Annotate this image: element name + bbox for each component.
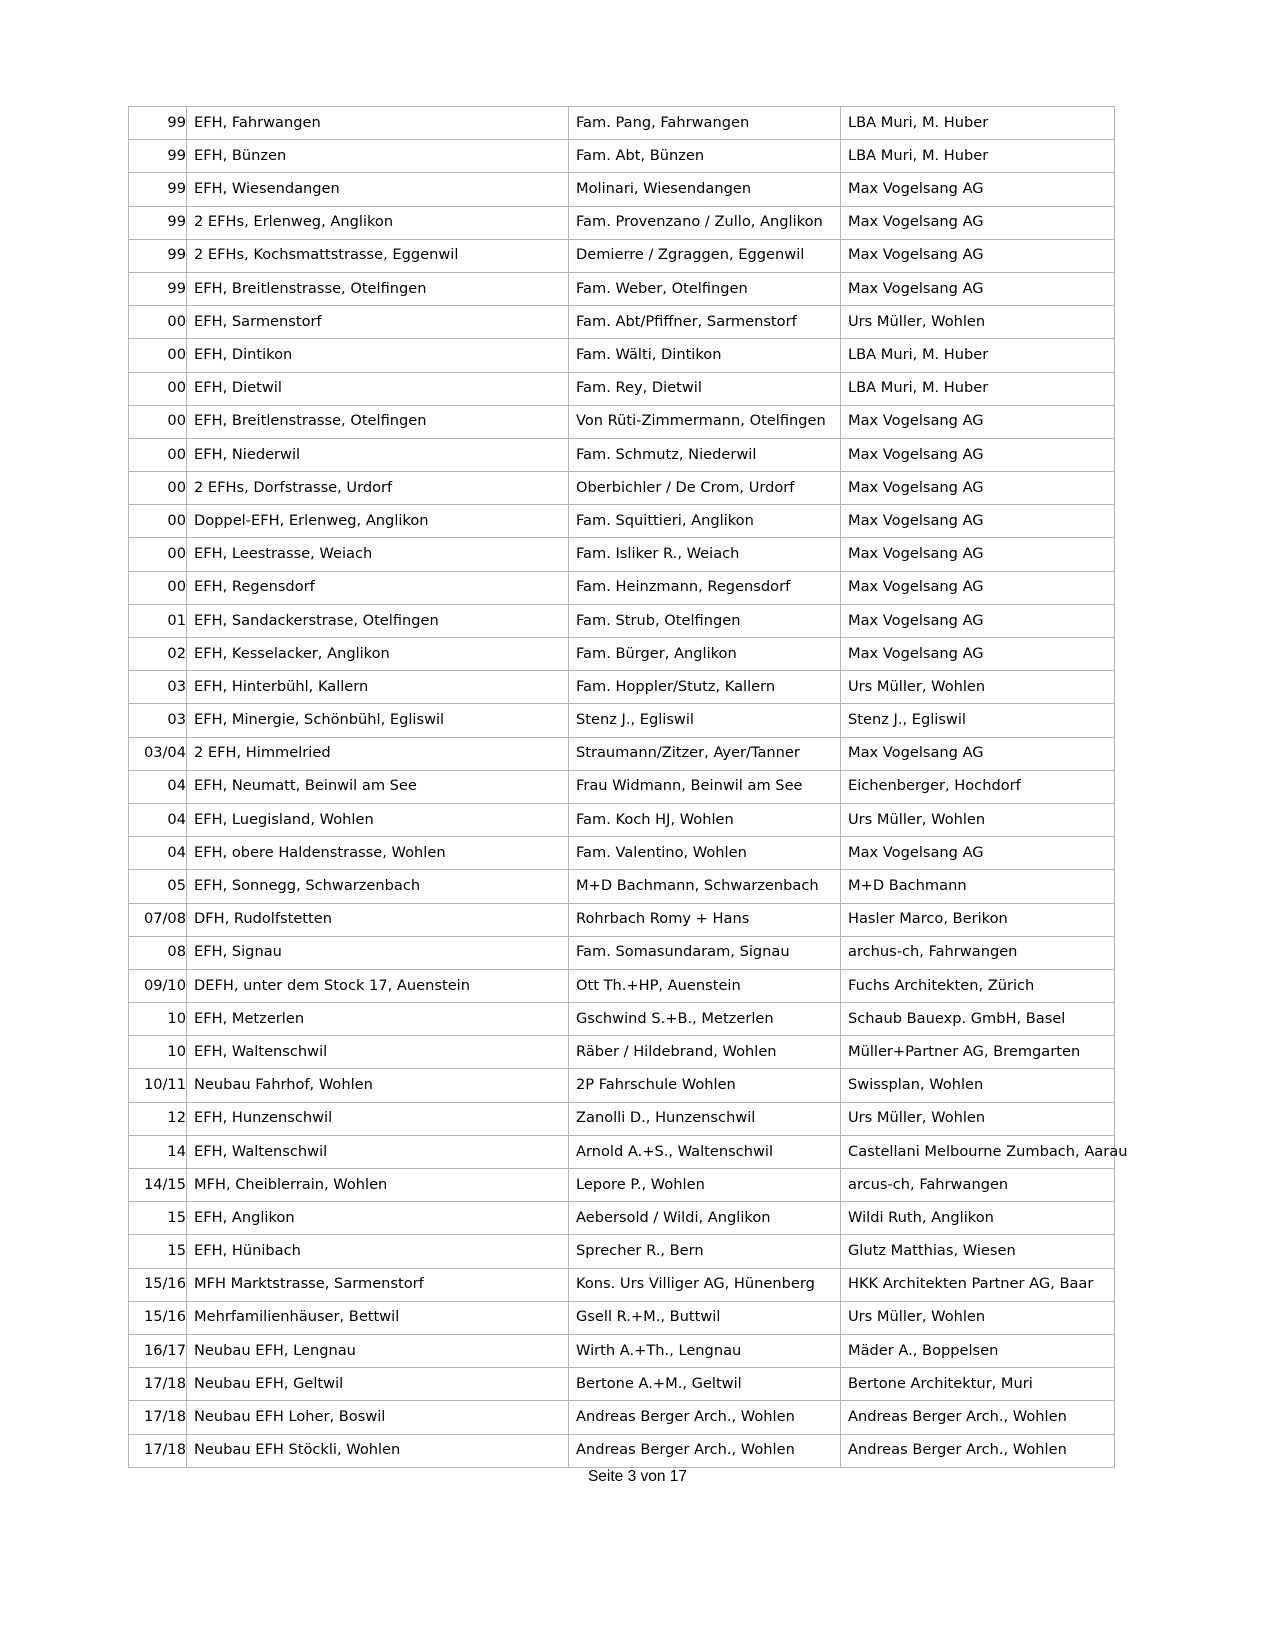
cell-architect-text: Max Vogelsang AG: [848, 412, 984, 430]
cell-architect-text: arcus-ch, Fahrwangen: [848, 1175, 1009, 1193]
cell-architect: [841, 538, 1115, 571]
cell-architect-text: LBA Muri, M. Huber: [848, 379, 989, 397]
cell-architect: [841, 870, 1115, 903]
cell-architect-text: Max Vogelsang AG: [848, 578, 984, 596]
cell-architect-text: Max Vogelsang AG: [848, 478, 984, 496]
cell-architect-text: Urs Müller, Wohlen: [848, 677, 986, 695]
cell-architect-text: Max Vogelsang AG: [848, 180, 984, 198]
cell-architect: [841, 1135, 1128, 1168]
cell-project: EFH, Kesselacker, Anglikon: [187, 638, 569, 671]
cell-project: DFH, Rudolfstetten: [187, 903, 569, 936]
cell-architect-text: Fuchs Architekten, Zürich: [848, 976, 1035, 994]
table-row: [129, 638, 1115, 671]
cell-owner: Fam. Valentino, Wohlen: [569, 837, 841, 870]
table-row: [129, 438, 1115, 471]
cell-project: EFH, Waltenschwil: [187, 1036, 569, 1069]
table-row: [129, 903, 1115, 936]
cell-architect: [841, 1202, 1115, 1235]
cell-year: 12: [129, 1102, 187, 1135]
table-row: [129, 1235, 1115, 1268]
cell-owner: Fam. Strub, Otelfingen: [569, 604, 841, 637]
cell-project: EFH, obere Haldenstrasse, Wohlen: [187, 837, 569, 870]
cell-project: Mehrfamilienhäuser, Bettwil: [187, 1301, 569, 1334]
cell-owner: Sprecher R., Bern: [569, 1235, 841, 1268]
cell-owner: Kons. Urs Villiger AG, Hünenberg: [569, 1268, 841, 1301]
cell-architect: [841, 1102, 1115, 1135]
cell-architect: [841, 704, 1115, 737]
cell-year: 09/10: [129, 969, 187, 1002]
cell-architect-text: Wildi Ruth, Anglikon: [848, 1208, 994, 1226]
cell-year: 17/18: [129, 1368, 187, 1401]
cell-architect-text: Urs Müller, Wohlen: [848, 1109, 986, 1127]
cell-architect: [841, 737, 1115, 770]
cell-year: 16/17: [129, 1334, 187, 1367]
cell-year: 00: [129, 405, 187, 438]
table-row: [129, 1102, 1115, 1135]
cell-project: 2 EFHs, Erlenweg, Anglikon: [187, 206, 569, 239]
cell-project: 2 EFHs, Kochsmattstrasse, Eggenwil: [187, 239, 569, 272]
table-row: [129, 1334, 1115, 1367]
cell-year: 99: [129, 272, 187, 305]
table-row: [129, 140, 1115, 173]
cell-architect-text: Schaub Bauexp. GmbH, Basel: [848, 1009, 1066, 1027]
cell-year: 05: [129, 870, 187, 903]
cell-owner: Fam. Pang, Fahrwangen: [569, 107, 841, 140]
table-row: [129, 107, 1115, 140]
cell-architect: [841, 339, 1115, 372]
table-row: [129, 239, 1115, 272]
table-row: [129, 272, 1115, 305]
cell-project: EFH, Anglikon: [187, 1202, 569, 1235]
cell-year: 15: [129, 1235, 187, 1268]
cell-architect-text: Max Vogelsang AG: [848, 511, 984, 529]
cell-architect: [841, 803, 1115, 836]
cell-architect-text: Eichenberger, Hochdorf: [848, 777, 1021, 795]
cell-project: MFH Marktstrasse, Sarmenstorf: [187, 1268, 569, 1301]
cell-owner: Fam. Somasundaram, Signau: [569, 936, 841, 969]
cell-year: 14: [129, 1135, 187, 1168]
cell-architect-text: LBA Muri, M. Huber: [848, 113, 989, 131]
cell-project: EFH, Niederwil: [187, 438, 569, 471]
cell-project: EFH, Metzerlen: [187, 1003, 569, 1036]
table-row: [129, 1434, 1115, 1467]
cell-year: 03: [129, 671, 187, 704]
table-row: [129, 837, 1115, 870]
cell-project: EFH, Signau: [187, 936, 569, 969]
cell-project: EFH, Luegisland, Wohlen: [187, 803, 569, 836]
cell-architect: [841, 505, 1115, 538]
cell-owner: Fam. Isliker R., Weiach: [569, 538, 841, 571]
cell-architect: [841, 1334, 1115, 1367]
cell-architect-text: Hasler Marco, Berikon: [848, 910, 1008, 928]
cell-architect: [841, 206, 1115, 239]
cell-architect: [841, 1169, 1115, 1202]
cell-architect: [841, 1301, 1115, 1334]
table-row: [129, 1069, 1115, 1102]
cell-architect: [841, 1003, 1115, 1036]
cell-architect-text: Stenz J., Egliswil: [848, 711, 966, 729]
cell-year: 00: [129, 538, 187, 571]
cell-owner: Rohrbach Romy + Hans: [569, 903, 841, 936]
cell-project: EFH, Breitlenstrasse, Otelfingen: [187, 405, 569, 438]
cell-owner: Arnold A.+S., Waltenschwil: [569, 1135, 841, 1168]
cell-owner: Fam. Hoppler/Stutz, Kallern: [569, 671, 841, 704]
cell-architect: [841, 1434, 1115, 1467]
table-row: [129, 1202, 1115, 1235]
cell-project: Neubau Fahrhof, Wohlen: [187, 1069, 569, 1102]
cell-architect: [841, 239, 1115, 272]
cell-architect-text: Max Vogelsang AG: [848, 445, 984, 463]
cell-owner: Aebersold / Wildi, Anglikon: [569, 1202, 841, 1235]
cell-owner: M+D Bachmann, Schwarzenbach: [569, 870, 841, 903]
cell-year: 15/16: [129, 1268, 187, 1301]
cell-project: EFH, Breitlenstrasse, Otelfingen: [187, 272, 569, 305]
table-row: [129, 969, 1115, 1002]
cell-owner: Ott Th.+HP, Auenstein: [569, 969, 841, 1002]
cell-year: 00: [129, 372, 187, 405]
cell-owner: Wirth A.+Th., Lengnau: [569, 1334, 841, 1367]
cell-year: 17/18: [129, 1434, 187, 1467]
cell-owner: Andreas Berger Arch., Wohlen: [569, 1434, 841, 1467]
cell-architect-text: Andreas Berger Arch., Wohlen: [848, 1441, 1067, 1459]
cell-year: 04: [129, 803, 187, 836]
cell-architect-text: Glutz Matthias, Wiesen: [848, 1242, 1016, 1260]
cell-owner: Frau Widmann, Beinwil am See: [569, 770, 841, 803]
table-row: [129, 472, 1115, 505]
cell-architect-text: Müller+Partner AG, Bremgarten: [848, 1042, 1081, 1060]
cell-year: 15/16: [129, 1301, 187, 1334]
cell-architect-text: Castellani Melbourne Zumbach, Aarau: [848, 1142, 1128, 1160]
cell-owner: Oberbichler / De Crom, Urdorf: [569, 472, 841, 505]
table-row: [129, 405, 1115, 438]
cell-year: 99: [129, 107, 187, 140]
cell-owner: Gschwind S.+B., Metzerlen: [569, 1003, 841, 1036]
cell-year: 00: [129, 306, 187, 339]
cell-architect: [841, 140, 1115, 173]
cell-owner: Fam. Schmutz, Niederwil: [569, 438, 841, 471]
cell-architect: [841, 405, 1115, 438]
cell-project: EFH, Neumatt, Beinwil am See: [187, 770, 569, 803]
cell-project: Doppel-EFH, Erlenweg, Anglikon: [187, 505, 569, 538]
cell-project: Neubau EFH, Geltwil: [187, 1368, 569, 1401]
cell-architect-text: Max Vogelsang AG: [848, 279, 984, 297]
cell-architect: [841, 837, 1115, 870]
cell-architect: [841, 1368, 1115, 1401]
cell-project: EFH, Hünibach: [187, 1235, 569, 1268]
cell-year: 15: [129, 1202, 187, 1235]
cell-project: Neubau EFH, Lengnau: [187, 1334, 569, 1367]
cell-project: EFH, Dintikon: [187, 339, 569, 372]
cell-owner: Gsell R.+M., Buttwil: [569, 1301, 841, 1334]
cell-architect-text: HKK Architekten Partner AG, Baar: [848, 1275, 1094, 1293]
cell-architect: [841, 1235, 1115, 1268]
cell-owner: Von Rüti-Zimmermann, Otelfingen: [569, 405, 841, 438]
table-row: [129, 704, 1115, 737]
cell-architect-text: Andreas Berger Arch., Wohlen: [848, 1408, 1067, 1426]
cell-project: EFH, Hunzenschwil: [187, 1102, 569, 1135]
cell-architect: [841, 472, 1115, 505]
cell-architect: [841, 671, 1115, 704]
cell-architect-text: archus-ch, Fahrwangen: [848, 943, 1018, 961]
cell-project: EFH, Regensdorf: [187, 571, 569, 604]
cell-year: 17/18: [129, 1401, 187, 1434]
cell-year: 01: [129, 604, 187, 637]
cell-year: 04: [129, 770, 187, 803]
table-row: [129, 770, 1115, 803]
table-row: [129, 1301, 1115, 1334]
cell-owner: Fam. Koch HJ, Wohlen: [569, 803, 841, 836]
cell-year: 00: [129, 339, 187, 372]
cell-year: 10: [129, 1003, 187, 1036]
cell-owner: Fam. Wälti, Dintikon: [569, 339, 841, 372]
cell-architect: [841, 1401, 1115, 1434]
cell-architect-text: Urs Müller, Wohlen: [848, 312, 986, 330]
cell-year: 99: [129, 173, 187, 206]
cell-architect: [841, 571, 1115, 604]
cell-year: 00: [129, 571, 187, 604]
cell-architect-text: Max Vogelsang AG: [848, 744, 984, 762]
cell-project: Neubau EFH Stöckli, Wohlen: [187, 1434, 569, 1467]
table-row: [129, 571, 1115, 604]
table-row: [129, 1135, 1115, 1168]
cell-owner: Fam. Bürger, Anglikon: [569, 638, 841, 671]
cell-owner: Fam. Squittieri, Anglikon: [569, 505, 841, 538]
cell-architect: [841, 272, 1115, 305]
cell-architect-text: M+D Bachmann: [848, 877, 967, 895]
cell-architect-text: Max Vogelsang AG: [848, 644, 984, 662]
cell-owner: 2P Fahrschule Wohlen: [569, 1069, 841, 1102]
cell-architect-text: LBA Muri, M. Huber: [848, 346, 989, 364]
cell-owner: Bertone A.+M., Geltwil: [569, 1368, 841, 1401]
cell-owner: Räber / Hildebrand, Wohlen: [569, 1036, 841, 1069]
cell-owner: Andreas Berger Arch., Wohlen: [569, 1401, 841, 1434]
cell-architect: [841, 438, 1115, 471]
cell-architect: [841, 1268, 1115, 1301]
table-row: [129, 1268, 1115, 1301]
cell-project: EFH, Hinterbühl, Kallern: [187, 671, 569, 704]
table-row: [129, 306, 1115, 339]
table-row: [129, 1169, 1115, 1202]
cell-project: Neubau EFH Loher, Boswil: [187, 1401, 569, 1434]
cell-project: EFH, Wiesendangen: [187, 173, 569, 206]
table-row: [129, 372, 1115, 405]
table-row: [129, 870, 1115, 903]
cell-year: 08: [129, 936, 187, 969]
cell-architect-text: Max Vogelsang AG: [848, 246, 984, 264]
cell-architect-text: Swissplan, Wohlen: [848, 1076, 984, 1094]
cell-year: 00: [129, 472, 187, 505]
cell-architect-text: Urs Müller, Wohlen: [848, 810, 986, 828]
table-row: [129, 1368, 1115, 1401]
cell-project: EFH, Bünzen: [187, 140, 569, 173]
table-row: [129, 737, 1115, 770]
cell-architect-text: Urs Müller, Wohlen: [848, 1308, 986, 1326]
cell-project: EFH, Dietwil: [187, 372, 569, 405]
cell-project: EFH, Minergie, Schönbühl, Egliswil: [187, 704, 569, 737]
cell-year: 99: [129, 206, 187, 239]
cell-year: 14/15: [129, 1169, 187, 1202]
reference-projects-table: [128, 106, 1128, 1468]
cell-architect: [841, 770, 1115, 803]
table-row: [129, 206, 1115, 239]
cell-owner: Stenz J., Egliswil: [569, 704, 841, 737]
cell-owner: Fam. Weber, Otelfingen: [569, 272, 841, 305]
cell-owner: Zanolli D., Hunzenschwil: [569, 1102, 841, 1135]
cell-owner: Fam. Abt, Bünzen: [569, 140, 841, 173]
table-row: [129, 604, 1115, 637]
table-body: [129, 107, 1128, 1468]
cell-architect-text: Max Vogelsang AG: [848, 213, 984, 231]
cell-year: 99: [129, 239, 187, 272]
cell-owner: Fam. Abt/Pfiffner, Sarmenstorf: [569, 306, 841, 339]
cell-year: 99: [129, 140, 187, 173]
table-row: [129, 936, 1115, 969]
cell-project: EFH, Sandackerstrase, Otelfingen: [187, 604, 569, 637]
cell-year: 00: [129, 438, 187, 471]
cell-year: 00: [129, 505, 187, 538]
cell-year: 03/04: [129, 737, 187, 770]
cell-owner: Lepore P., Wohlen: [569, 1169, 841, 1202]
cell-architect-text: Bertone Architektur, Muri: [848, 1374, 1033, 1392]
cell-project: EFH, Waltenschwil: [187, 1135, 569, 1168]
table-row: [129, 505, 1115, 538]
cell-owner: Molinari, Wiesendangen: [569, 173, 841, 206]
cell-project: EFH, Fahrwangen: [187, 107, 569, 140]
cell-project: EFH, Sarmenstorf: [187, 306, 569, 339]
cell-architect: [841, 107, 1115, 140]
cell-owner: Fam. Rey, Dietwil: [569, 372, 841, 405]
cell-project: EFH, Sonnegg, Schwarzenbach: [187, 870, 569, 903]
cell-architect: [841, 604, 1115, 637]
cell-owner: Demierre / Zgraggen, Eggenwil: [569, 239, 841, 272]
cell-owner: Fam. Heinzmann, Regensdorf: [569, 571, 841, 604]
cell-project: EFH, Leestrasse, Weiach: [187, 538, 569, 571]
table-row: [129, 1401, 1115, 1434]
cell-architect-text: Max Vogelsang AG: [848, 843, 984, 861]
cell-architect: [841, 306, 1115, 339]
cell-year: 04: [129, 837, 187, 870]
cell-project: DEFH, unter dem Stock 17, Auenstein: [187, 969, 569, 1002]
cell-architect-text: Max Vogelsang AG: [848, 611, 984, 629]
cell-architect: [841, 903, 1115, 936]
cell-architect-text: Max Vogelsang AG: [848, 545, 984, 563]
cell-owner: Fam. Provenzano / Zullo, Anglikon: [569, 206, 841, 239]
cell-architect: [841, 372, 1115, 405]
table-row: [129, 671, 1115, 704]
cell-project: MFH, Cheiblerrain, Wohlen: [187, 1169, 569, 1202]
cell-architect: [841, 1069, 1115, 1102]
cell-year: 03: [129, 704, 187, 737]
table-row: [129, 538, 1115, 571]
table-row: [129, 339, 1115, 372]
cell-project: 2 EFH, Himmelried: [187, 737, 569, 770]
table-row: [129, 1003, 1115, 1036]
cell-architect: [841, 969, 1115, 1002]
cell-year: 07/08: [129, 903, 187, 936]
cell-year: 02: [129, 638, 187, 671]
cell-owner: Straumann/Zitzer, Ayer/Tanner: [569, 737, 841, 770]
cell-project: 2 EFHs, Dorfstrasse, Urdorf: [187, 472, 569, 505]
cell-architect: [841, 173, 1115, 206]
table-row: [129, 803, 1115, 836]
cell-architect: [841, 1036, 1115, 1069]
table-row: [129, 173, 1115, 206]
cell-architect: [841, 936, 1115, 969]
cell-year: 10/11: [129, 1069, 187, 1102]
table-row: [129, 1036, 1115, 1069]
cell-architect-text: Mäder A., Boppelsen: [848, 1341, 999, 1359]
cell-architect: [841, 638, 1115, 671]
page-footer: Seite 3 von 17: [587, 1468, 688, 1485]
cell-year: 10: [129, 1036, 187, 1069]
cell-architect-text: LBA Muri, M. Huber: [848, 146, 989, 164]
